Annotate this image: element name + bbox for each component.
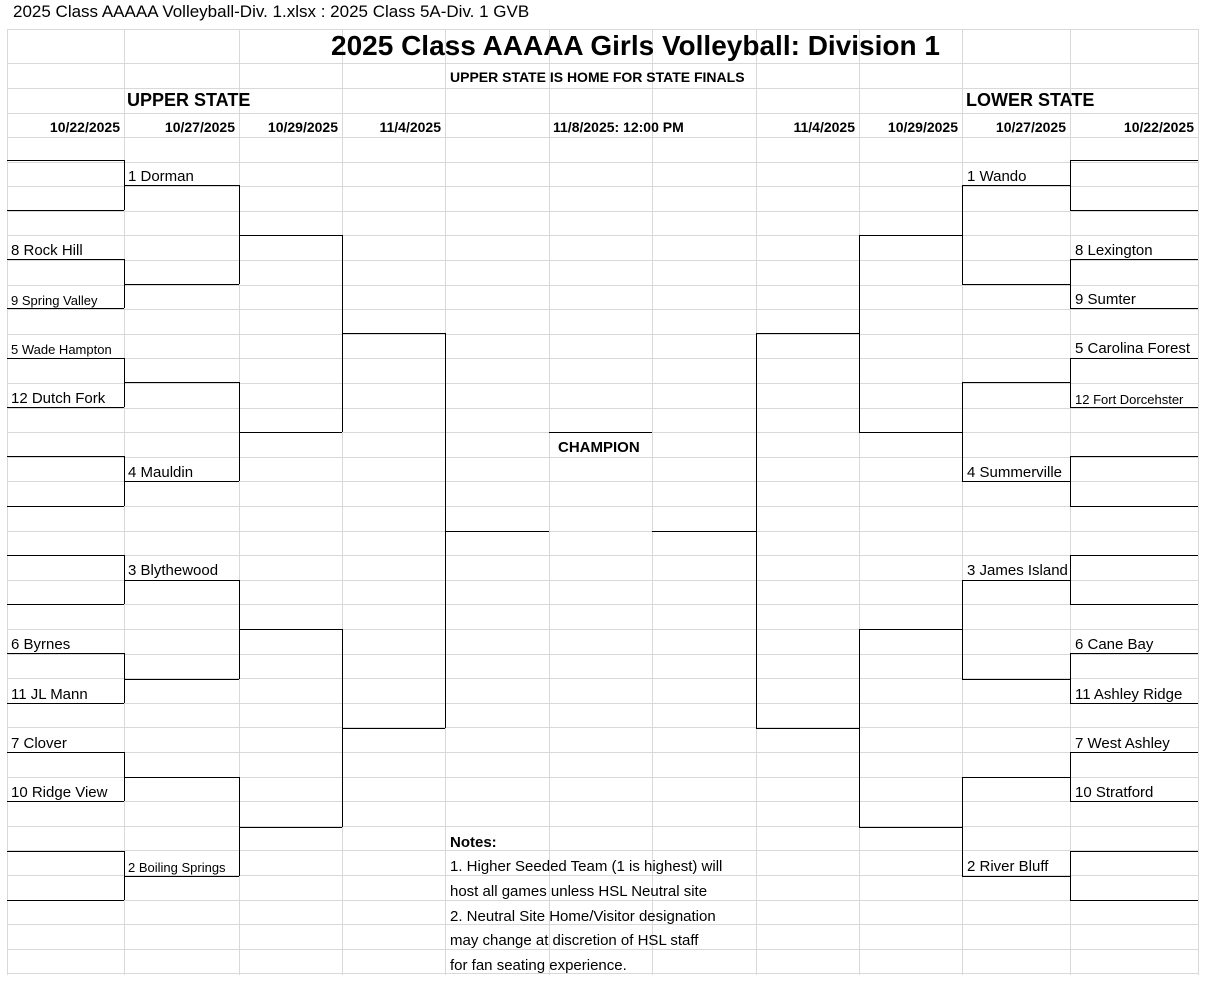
date-upper-round4: 11/4/2025 (379, 119, 441, 135)
bracket-line (1070, 358, 1071, 407)
grid-row-line (7, 629, 1198, 630)
team-lower-4: 4 Summerville (967, 464, 1063, 481)
grid-col-line (859, 29, 860, 975)
bracket-line (962, 777, 1070, 778)
date-lower-round1: 10/22/2025 (1123, 119, 1194, 135)
grid-row-line (7, 162, 1198, 163)
team-upper-9: 9 Spring Valley (11, 293, 98, 308)
bracket-line (124, 580, 239, 581)
bracket-line (756, 333, 757, 728)
grid-row-line (7, 531, 1198, 532)
subtitle: UPPER STATE IS HOME FOR STATE FINALS (450, 69, 745, 85)
grid-row-line (7, 801, 1198, 802)
bracket-line (859, 629, 962, 630)
team-lower-2: 2 River Bluff (967, 858, 1049, 875)
bracket-line (1070, 604, 1198, 605)
team-lower-1: 1 Wando (967, 168, 1027, 185)
date-final: 11/8/2025: 12:00 PM (553, 119, 684, 135)
grid-row-line (7, 555, 1198, 556)
bracket-line (124, 382, 239, 383)
grid-row-line (7, 211, 1198, 212)
bracket-line (445, 531, 549, 532)
bracket-line (7, 160, 124, 161)
grid-row-line (7, 506, 1198, 507)
team-lower-6: 6 Cane Bay (1075, 636, 1154, 653)
grid-row-line (7, 113, 1198, 114)
notes-line-3: 2. Neutral Site Home/Visitor designation (450, 908, 716, 925)
bracket-line (859, 629, 860, 827)
team-lower-5: 5 Carolina Forest (1075, 340, 1191, 357)
grid-row-line (7, 727, 1198, 728)
grid-col-line (549, 29, 550, 975)
bracket-line (239, 629, 342, 630)
bracket-line (756, 333, 859, 334)
team-upper-8: 8 Rock Hill (11, 242, 83, 259)
bracket-line (1070, 160, 1071, 210)
bracket-line (7, 555, 124, 556)
bracket-line (962, 679, 1070, 680)
grid-col-line (1198, 29, 1199, 975)
grid-row-line (7, 309, 1198, 310)
file-title: 2025 Class AAAAA Volleyball-Div. 1.xlsx : 2025 Class 5A-Div. 1 GVB (13, 2, 530, 21)
grid-col-line (7, 29, 8, 975)
bracket-line (1070, 851, 1071, 900)
bracket-line (7, 900, 124, 901)
bracket-line (7, 210, 124, 211)
bracket-line (1070, 506, 1198, 507)
bracket-line (1070, 851, 1198, 852)
date-lower-round2: 10/27/2025 (995, 119, 1066, 135)
bracket-line (1070, 555, 1198, 556)
bracket-line (962, 185, 963, 284)
bracket-line (239, 235, 342, 236)
bracket-line (124, 679, 239, 680)
grid-col-line (652, 29, 653, 975)
grid-row-line (7, 88, 1198, 89)
bracket-line (962, 777, 963, 876)
bracket-line (1070, 900, 1198, 901)
bracket-line (962, 284, 1070, 285)
grid-row-line (7, 358, 1198, 359)
team-lower-9: 9 Sumter (1075, 291, 1136, 308)
bracket-line (549, 432, 652, 433)
team-upper-4: 4 Mauldin (128, 464, 194, 481)
team-lower-8: 8 Lexington (1075, 242, 1153, 259)
grid-row-line (7, 260, 1198, 261)
team-upper-12: 12 Dutch Fork (11, 390, 106, 407)
bracket-line (7, 604, 124, 605)
bracket-line (962, 580, 963, 679)
grid-row-line (7, 137, 1198, 138)
bracket-line (859, 235, 962, 236)
team-lower-7: 7 West Ashley (1075, 735, 1170, 752)
team-upper-1: 1 Dorman (128, 168, 194, 185)
notes-line-4: may change at discretion of HSL staff (450, 932, 699, 949)
date-lower-round4: 11/4/2025 (793, 119, 855, 135)
date-lower-round3: 10/29/2025 (887, 119, 958, 135)
grid-row-line (7, 654, 1198, 655)
bracket-line (859, 432, 962, 433)
notes-line-5: for fan seating experience. (450, 957, 627, 974)
bracket-line (1070, 160, 1198, 161)
notes-line-2: host all games unless HSL Neutral site (450, 883, 708, 900)
grid-row-line (7, 850, 1198, 851)
bracket-line (7, 456, 124, 457)
bracket-line (859, 827, 962, 828)
bracket-line (1070, 259, 1071, 308)
team-upper-5: 5 Wade Hampton (11, 342, 112, 357)
team-upper-11: 11 JL Mann (11, 686, 88, 703)
bracket-line (1070, 752, 1071, 801)
grid-row-line (7, 826, 1198, 827)
bracket-line (756, 728, 859, 729)
bracket-line (962, 382, 963, 481)
bracket-line (859, 235, 860, 432)
bracket-line (1070, 456, 1071, 506)
champion-label: CHAMPION (558, 439, 640, 456)
bracket-line (1070, 555, 1071, 604)
grid-row-line (7, 383, 1198, 384)
team-lower-3: 3 James Island (967, 562, 1068, 579)
file-title-bar (0, 0, 1210, 28)
grid-row-line (7, 63, 1198, 64)
lower-state-label: LOWER STATE (966, 90, 1095, 110)
notes-line-1: 1. Higher Seeded Team (1 is highest) will (450, 858, 723, 875)
team-upper-7: 7 Clover (11, 735, 67, 752)
bracket-line (1070, 653, 1071, 703)
team-lower-11: 11 Ashley Ridge (1075, 686, 1183, 703)
upper-state-label: UPPER STATE (127, 90, 251, 110)
bracket-line (962, 382, 1070, 383)
notes-heading: Notes: (450, 834, 497, 851)
grid-row-line (7, 408, 1198, 409)
bracket-line (124, 284, 239, 285)
bracket-line (124, 777, 239, 778)
grid-row-line (7, 285, 1198, 286)
date-upper-round1: 10/22/2025 (49, 119, 120, 135)
grid-row-line (7, 334, 1198, 335)
grid-row-line (7, 604, 1198, 605)
team-upper-10: 10 Ridge View (11, 784, 108, 801)
page-title: 2025 Class AAAAA Girls Volleyball: Division 1 (331, 30, 940, 61)
grid-row-line (7, 186, 1198, 187)
team-upper-3: 3 Blythewood (128, 562, 219, 579)
team-upper-2: 2 Boiling Springs (128, 860, 226, 875)
bracket-line (7, 506, 124, 507)
bracket-line (652, 531, 756, 532)
bracket-line (342, 333, 445, 334)
grid-col-line (342, 29, 343, 975)
bracket-line (124, 653, 125, 703)
grid-row-line (7, 457, 1198, 458)
date-upper-round3: 10/29/2025 (267, 119, 338, 135)
date-upper-round2: 10/27/2025 (164, 119, 235, 135)
bracket-line (342, 728, 445, 729)
grid-row-line (7, 752, 1198, 753)
grid-row-line (7, 703, 1198, 704)
team-lower-12: 12 Fort Dorcehster (1075, 392, 1184, 407)
bracket-line (239, 432, 342, 433)
bracket-line (1070, 210, 1198, 211)
grid-row-line (7, 235, 1198, 236)
bracket-line (7, 851, 124, 852)
bracket-line (962, 580, 1070, 581)
bracket-line (1070, 456, 1198, 457)
bracket-line (239, 827, 342, 828)
team-upper-6: 6 Byrnes (11, 636, 71, 653)
team-lower-10: 10 Stratford (1075, 784, 1154, 801)
bracket-line (962, 876, 1070, 877)
bracket-line (1070, 358, 1198, 359)
